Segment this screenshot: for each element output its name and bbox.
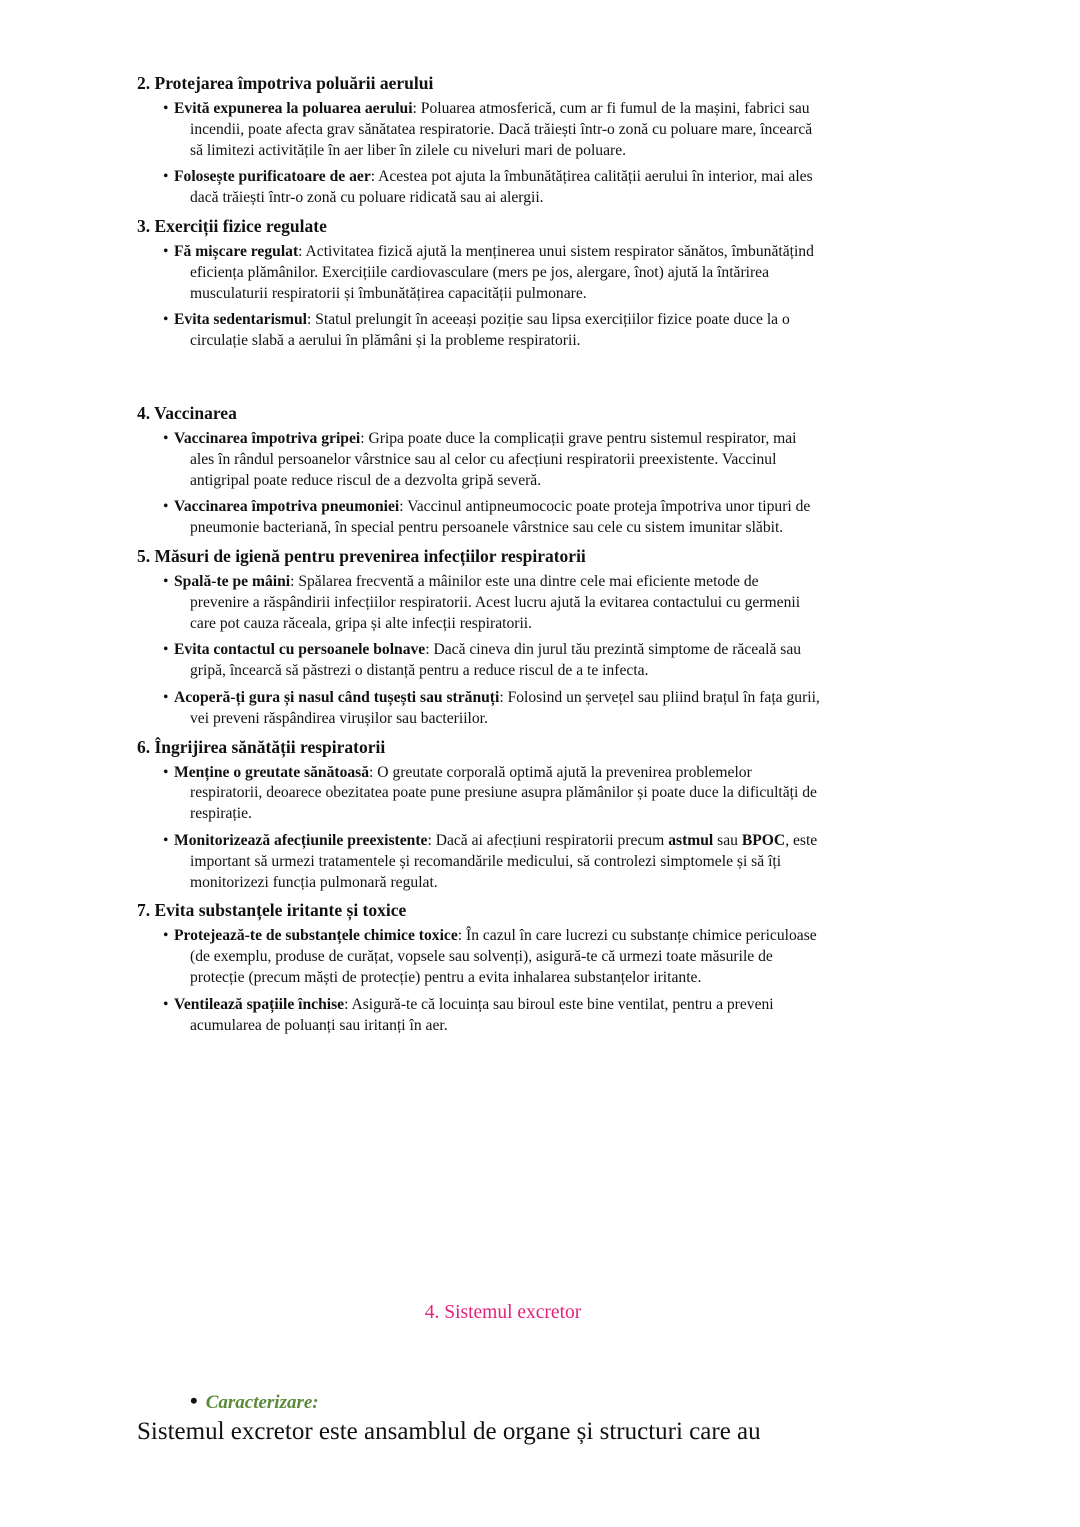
item-text: , este important să urmezi tratamentele și recomandările medicului, să controlezi simptomele și să îți monitorizezi funcția pulmonară regulat. (190, 831, 818, 891)
bullet-list (137, 572, 837, 730)
section (137, 215, 837, 352)
item-term: Acoperă-ți gura și nasul când tușești sau strănuți (174, 688, 500, 706)
spacer (137, 358, 837, 402)
list-item (163, 640, 820, 682)
bullet-icon: • (163, 168, 169, 186)
item-term: Fă mișcare regulat (174, 242, 299, 260)
item-text: : Spălarea frecventă a mâinilor este una dintre cele mai eficiente metode de prevenire a răspândirii infecțiilor respiratorii. Acest lucru ajută la evitarea contactului cu germenii care pot cauza răceala, gripa și alte infecții respiratorii. (190, 572, 801, 632)
list-item (163, 429, 820, 491)
item-text: : Poluarea atmosferică, cum ar fi fumul de la mașini, fabrici sau incendii, poate afecta grav sănătatea respiratorie. Dacă trăiești într-o zonă cu poluare mare, încearcă să limitezi activitățile în aer liber în zilele cu niveluri mari de poluare. (190, 100, 813, 159)
item-text: : Folosind un șervețel sau pliind brațul în fața gurii, vei preveni răspândirea virușilor sau bacteriilor. (190, 688, 820, 727)
item-emphasis: astmul (668, 831, 714, 849)
item-text: : Asigură-te că locuința sau biroul este bine ventilat, pentru a preveni acumularea de poluanți sau iritanți în aer. (190, 995, 774, 1034)
item-term: Evită expunerea la poluarea aerului (174, 100, 413, 117)
bullet-icon: • (163, 242, 169, 260)
bullet-icon: • (163, 927, 169, 945)
bullet-icon: • (163, 995, 169, 1013)
list-item (163, 167, 820, 209)
item-text: : Acestea pot ajuta la îmbunătățirea calității aerului în interior, mai ales dacă trăiești într-o zonă cu poluare ridicată sau ai alergii. (190, 168, 813, 207)
item-text: : Dacă cineva din jurul tău prezintă simptome de răceală sau gripă, încearcă să păstrezi o distanță pentru a reduce riscul de a te infecta. (190, 641, 802, 680)
list-item (163, 572, 820, 634)
bullet-icon: • (163, 641, 169, 659)
list-item (163, 926, 820, 988)
bullet-icon: • (163, 429, 169, 447)
intro-paragraph: Sistemul excretor este ansamblul de organe și structuri care au (137, 1418, 761, 1445)
bullet-list (137, 429, 837, 539)
item-text: : Gripa poate duce la complicații grave pentru sistemul respirator, mai ales în rândul persoanelor vârstnice sau al celor cu afecțiuni respiratorii preexistente. Vaccinul antigripal poate reduce riscul de a dezvolta gripă severă. (190, 429, 797, 489)
section (137, 899, 837, 1036)
bullet-icon: • (163, 498, 169, 516)
bullet-icon: • (163, 100, 169, 117)
section (137, 72, 837, 209)
item-text: : Activitatea fizică ajută la menținerea unui sistem respirator sănătos, îmbunătățind eficiența plămânilor. Exercițiile cardiovasculare (mers pe jos, alergare, înot) ajută la întărirea musculaturii respiratorii și îmbunătățirea capacității pulmonare. (190, 242, 814, 302)
section-title: 3. Exerciții fizice regulate (137, 215, 327, 236)
item-term: Evita sedentarismul (174, 311, 307, 329)
list-item (163, 763, 820, 825)
item-term: Menține o greutate sănătoasă (174, 763, 370, 781)
chapter-title: 4. Sistemul excretor (424, 1302, 582, 1323)
bullet-icon: • (163, 572, 169, 590)
subheading-text: Caracterizare: (205, 1392, 319, 1413)
list-item (163, 995, 820, 1037)
section (137, 545, 837, 730)
list-item (163, 688, 820, 730)
item-term: Monitorizează afecțiunile preexistente (174, 831, 428, 849)
item-term: Folosește purificatoare de aer (174, 168, 371, 186)
section (137, 736, 837, 894)
section-title: 5. Măsuri de igienă pentru prevenirea infecțiilor respiratorii (137, 545, 586, 566)
bullet-icon: • (163, 763, 169, 781)
document-body (137, 72, 837, 1042)
section-title: 2. Protejarea împotriva poluării aerului (137, 73, 434, 93)
item-emphasis: BPOC (741, 831, 786, 849)
item-text: : O greutate corporală optimă ajută la prevenirea problemelor respiratorii, deoarece obezitatea poate pune presiune asupra plămânilor și poate duce la dificultăți de respirație. (190, 763, 817, 823)
item-term: Ventilează spațiile închise (174, 995, 345, 1013)
bullet-icon: • (190, 1388, 198, 1413)
section-title: 6. Îngrijirea sănătății respiratorii (137, 736, 386, 757)
list-item (163, 99, 820, 161)
bullet-icon: • (163, 311, 169, 329)
bullet-list (137, 926, 837, 1036)
subheading-caracterizare (190, 1388, 319, 1414)
bullet-list (137, 242, 837, 352)
list-item (163, 242, 820, 304)
list-item (163, 310, 820, 352)
list-item (163, 497, 820, 539)
item-term: Evita contactul cu persoanele bolnave (174, 641, 426, 659)
list-item (163, 831, 820, 893)
item-term: Vaccinarea împotriva gripei (174, 429, 361, 447)
item-text: : Vaccinul antipneumococic poate proteja împotriva unor tipuri de pneumonie bacteriană, în special pentru persoanele vârstnice sau cele cu sistem imunitar slăbit. (190, 498, 811, 537)
bullet-icon: • (163, 688, 169, 706)
item-text: : Dacă ai afecțiuni respiratorii precum (427, 831, 669, 849)
bullet-list (137, 763, 837, 894)
item-text: : Statul prelungit în aceeași poziție sau lipsa exercițiilor fizice poate duce la o circulație slabă a aerului în plămâni și la probleme respiratorii. (190, 311, 790, 350)
item-term: Vaccinarea împotriva pneumoniei (174, 498, 400, 516)
item-text: sau (713, 831, 742, 849)
section (137, 402, 837, 539)
section-title: 7. Evita substanțele iritante și toxice (137, 900, 407, 921)
section-title: 4. Vaccinarea (137, 402, 237, 423)
item-term: Spală-te pe mâini (174, 572, 291, 590)
bullet-icon: • (163, 831, 169, 849)
item-text: : În cazul în care lucrezi cu substanțe chimice periculoase (de exemplu, produse de curățat, vopsele sau solvenți), asigură-te că urmezi toate măsurile de protecție (precum măști de protecție) pentru a evita inhalarea substanțelor iritante. (190, 927, 817, 986)
item-term: Protejează-te de substanțele chimice toxice (174, 927, 458, 945)
bullet-list (137, 99, 837, 209)
